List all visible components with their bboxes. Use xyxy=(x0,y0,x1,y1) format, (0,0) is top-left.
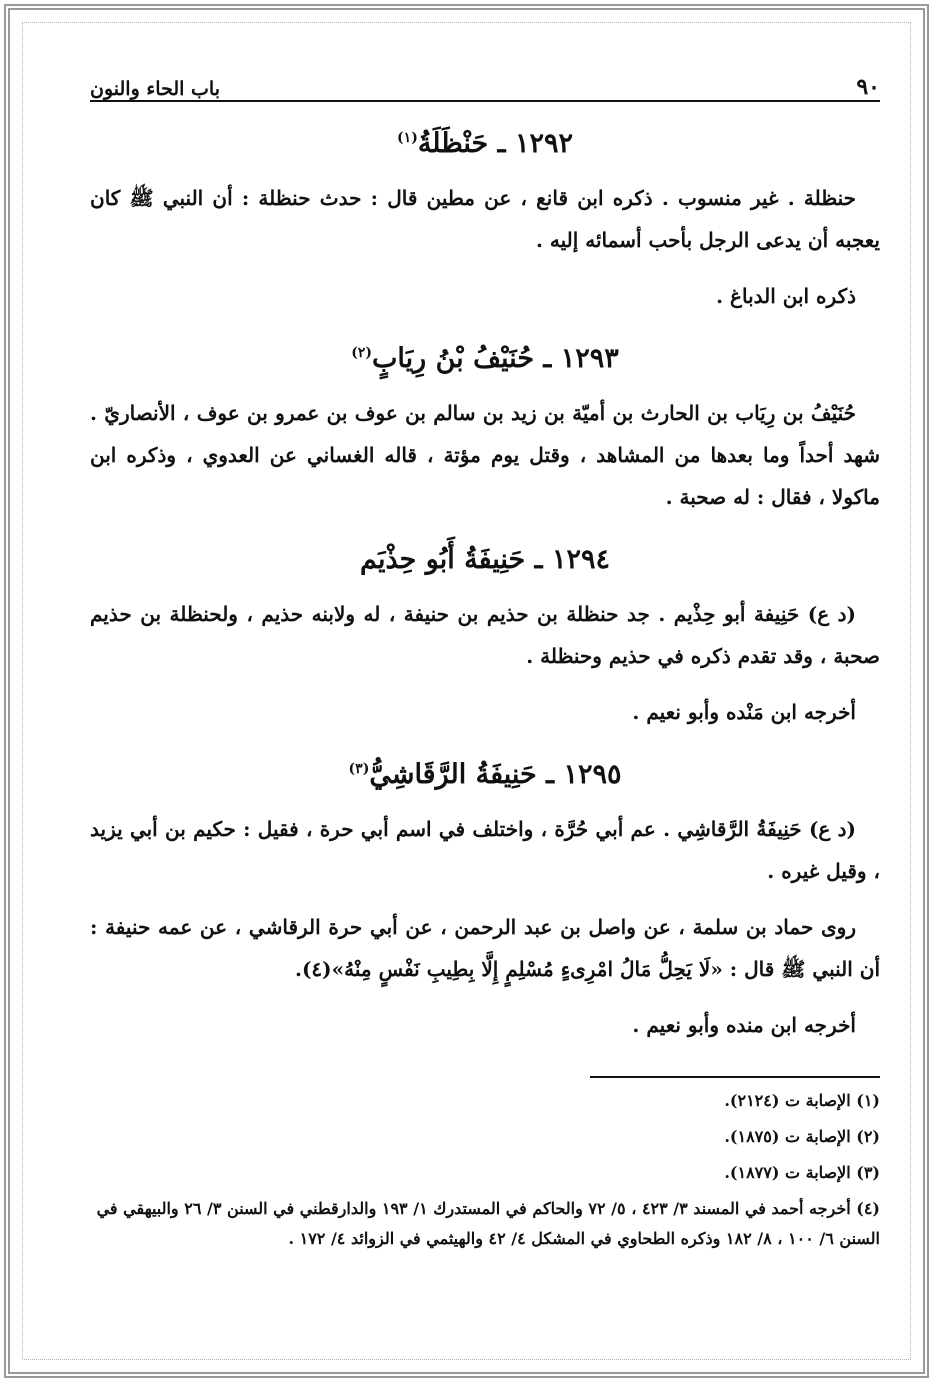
entry-paragraph: حنظلة . غير منسوب . ذكره ابن قانع ، عن مطين قال : حدث حنظلة : أن النبي ﷺ كان يعجبه أن يدعى الرجل بأحب أسمائه إليه . xyxy=(90,186,880,252)
running-header xyxy=(90,70,880,102)
book-page xyxy=(90,70,880,1340)
footnote: (٤) أخرجه أحمد في المسند ٣/ ٤٢٣ ، ٥/ ٧٢ والحاكم في المستدرك ١/ ١٩٣ والدارقطني في السنن ٣/ ٢٦ والبيهقي في السنن ٦/ ١٠٠ ، ٨/ ١٨٢ وذكره الطحاوي في المشكل ٤/ ٤٢ والهيثمي في الزوائد ٤/ ١٧٢ . xyxy=(96,1199,880,1248)
chapter-title: باب الحاء والنون xyxy=(90,78,220,100)
entry-paragraph: أخرجه ابن منده وأبو نعيم . xyxy=(632,1013,856,1037)
entry-heading xyxy=(90,128,880,159)
entry-heading-text: ١٢٩٣ ـ حُنَيْفُ بْنُ رِيَابٍ xyxy=(372,343,619,374)
footnote: (٢) الإصابة ت (١٨٧٥). xyxy=(724,1127,880,1146)
entry-heading xyxy=(90,759,880,790)
entry-paragraph: (د ع) حَنِيفَةُ الرَّقاشِي . عم أبي حُرَّة ، واختلف في اسم أبي حرة ، فقيل : حكيم بن أبي يزيد ، وقيل غيره . xyxy=(90,817,880,883)
entry-heading xyxy=(90,343,880,374)
page-number: ٩٠ xyxy=(856,74,880,100)
footnote-separator xyxy=(590,1076,880,1078)
entry-heading-text: ١٢٩٥ ـ حَنِيفَةُ الرَّقَاشِيُّ xyxy=(369,759,622,790)
entry-paragraph: (د ع) حَنِيفة أبو حِذْيم . جد حنظلة بن حذيم بن حنيفة ، له ولابنه حذيم ، ولحنظلة بن حذيم صحبة ، وقد تقدم ذكره في حذيم وحنظلة . xyxy=(90,602,880,668)
footnote: (١) الإصابة ت (٢١٢٤). xyxy=(724,1091,880,1110)
footnote-ref: (٢) xyxy=(351,345,373,361)
entry-paragraph: ذكره ابن الدباغ . xyxy=(716,284,856,308)
entry-heading-text: ١٢٩٢ ـ حَنْظَلَةُ xyxy=(417,128,573,159)
entry-heading-text: ١٢٩٤ ـ حَنِيفَةُ أَبُو حِذْيَم xyxy=(360,544,610,575)
entry-paragraph: حُنَيْفُ بن رِيَاب بن الحارث بن أميّة بن زيد بن سالم بن عوف بن عمرو بن عوف ، الأنصاريّ . شهد أحداً وما بعدها من المشاهد ، وقتل يوم مؤتة ، قاله الغساني عن العدوي ، وذكره ابن ماكولا ، فقال : له صحبة . xyxy=(90,401,880,509)
entry-paragraph: أخرجه ابن مَنْده وأبو نعيم . xyxy=(632,700,856,724)
footnote-ref: (٣) xyxy=(348,761,370,777)
entry-paragraph: روى حماد بن سلمة ، عن واصل بن عبد الرحمن ، عن أبي حرة الرقاشي ، عن عمه حنيفة : أن النبي ﷺ قال : «لَا يَحِلُّ مَالُ امْرِىءٍ مُسْلِمٍ إِلَّا بِطِيبِ نَفْسٍ مِنْهُ»(٤). xyxy=(90,915,880,981)
footnote: (٣) الإصابة ت (١٨٧٧). xyxy=(724,1163,880,1182)
entry-heading xyxy=(90,544,880,575)
footnote-ref: (١) xyxy=(397,130,418,146)
